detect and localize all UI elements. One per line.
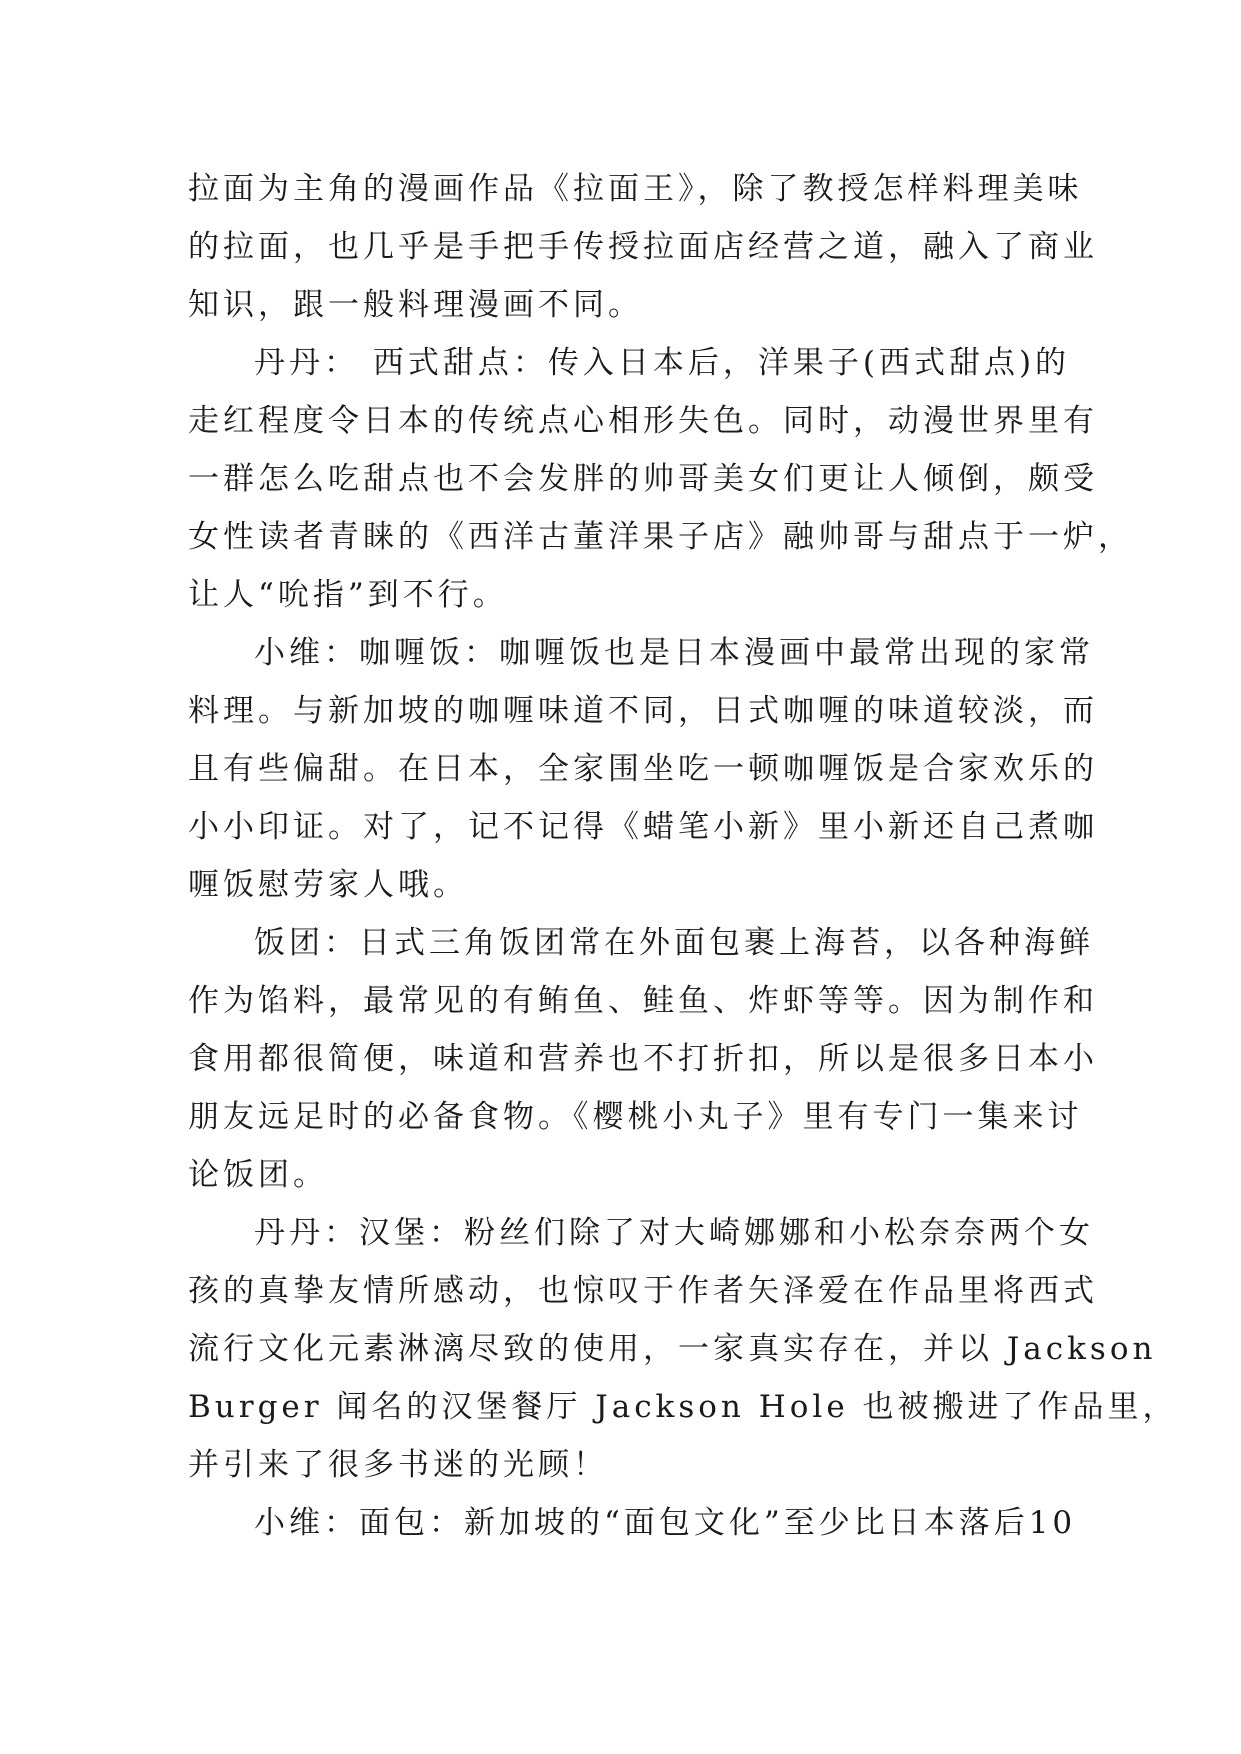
- paragraph-hamburger: [188, 1204, 1178, 1494]
- text-line: Burger 闻名的汉堡餐厅 Jackson Hole 也被搬进了作品里，: [188, 1389, 1178, 1425]
- paragraph-bread: [188, 1494, 1077, 1552]
- text-line: 小维：咖喱饭：咖喱饭也是日本漫画中最常出现的家常: [254, 635, 1094, 671]
- text-line: 孩的真挚友情所感动，也惊叹于作者矢泽爱在作品里将西式: [188, 1273, 1098, 1309]
- text-line: 小维：面包：新加坡的“面包文化”至少比日本落后10: [254, 1505, 1077, 1541]
- paragraph-onigiri: [188, 914, 1098, 1204]
- text-line: 的拉面，也几乎是手把手传授拉面店经营之道，融入了商业: [188, 229, 1098, 265]
- document-body: [188, 160, 1178, 1552]
- text-line: 流行文化元素淋漓尽致的使用，一家真实存在，并以 Jackson: [188, 1331, 1157, 1367]
- paragraph-ramen: [188, 160, 1098, 334]
- text-line: 且有些偏甜。在日本，全家围坐吃一顿咖喱饭是合家欢乐的: [188, 751, 1098, 787]
- text-line: 走红程度令日本的传统点心相形失色。同时，动漫世界里有: [188, 403, 1098, 439]
- text-line: 食用都很简便，味道和营养也不打折扣，所以是很多日本小: [188, 1041, 1098, 1077]
- text-line: 让人“吮指”到不行。: [188, 577, 508, 613]
- text-line: 并引来了很多书迷的光顾！: [188, 1447, 608, 1483]
- text-line: 丹丹：汉堡：粉丝们除了对大崎娜娜和小松奈奈两个女: [254, 1215, 1094, 1251]
- text-line: 女性读者青睐的《西洋古董洋果子店》融帅哥与甜点于一炉，: [188, 519, 1133, 555]
- text-line: 拉面为主角的漫画作品《拉面王》，除了教授怎样料理美味: [188, 171, 1083, 207]
- text-line: 作为馅料，最常见的有鲔鱼、鲑鱼、炸虾等等。因为制作和: [188, 983, 1098, 1019]
- text-line: 料理。与新加坡的咖喱味道不同，日式咖喱的味道较淡，而: [188, 693, 1098, 729]
- paragraph-curry: [188, 624, 1098, 914]
- text-line: 饭团：日式三角饭团常在外面包裹上海苔，以各种海鲜: [254, 925, 1094, 961]
- text-line: 论饭团。: [188, 1157, 328, 1193]
- text-line: 丹丹： 西式甜点：传入日本后，洋果子(西式甜点)的: [254, 345, 1071, 381]
- paragraph-dessert: [188, 334, 1133, 624]
- text-line: 知识，跟一般料理漫画不同。: [188, 287, 643, 323]
- text-line: 喱饭慰劳家人哦。: [188, 867, 468, 903]
- text-line: 一群怎么吃甜点也不会发胖的帅哥美女们更让人倾倒，颇受: [188, 461, 1098, 497]
- text-line: 小小印证。对了，记不记得《蜡笔小新》里小新还自己煮咖: [188, 809, 1098, 845]
- text-line: 朋友远足时的必备食物。《樱桃小丸子》里有专门一集来讨: [188, 1099, 1083, 1135]
